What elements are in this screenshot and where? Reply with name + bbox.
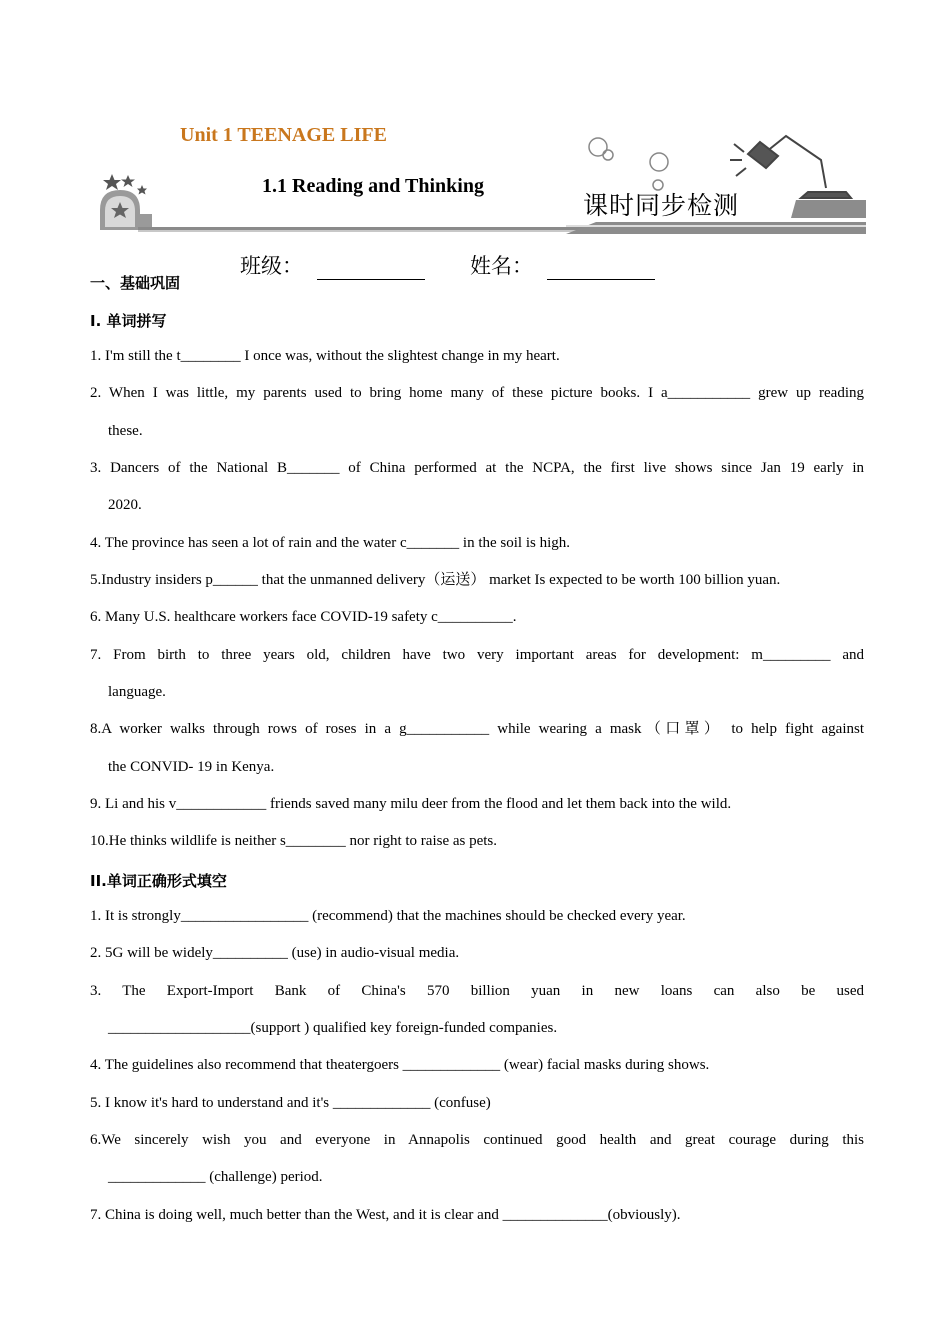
name-field [470,250,655,280]
question-line: ___________________(support ) qualified key foreign-funded companies. [108,1020,558,1036]
question-line: 8.A worker walks through rows of roses in a g___________ while wearing a mask（口罩） to help fight against [90,721,864,737]
part1-title: I. 单词拼写 [90,312,167,330]
desk-lamp-icon [730,136,851,198]
name-label: 姓名： [470,254,533,278]
question-line: language. [108,684,166,700]
class-label: 班级： [240,254,303,278]
question-line: 4. The province has seen a lot of rain and the water c_______ in the soil is high. [90,535,571,551]
question-line: 9. Li and his v____________ friends saved many milu deer from the flood and let them back into the wild. [90,796,732,812]
question-line: 1. It is strongly_________________ (recommend) that the machines should be checked every year. [90,908,686,924]
badge-text: 课时同步检测 [583,191,740,220]
question-line: 6. Many U.S. healthcare workers face COVID-19 safety c__________. [90,609,517,625]
medal-icon [100,190,152,230]
question-line: 2. When I was little, my parents used to bring home many of these picture books. I a___________ grew up reading [90,385,864,401]
question-line: 5.Industry insiders p______ that the unmanned delivery（运送） market Is expected to be worth 100 billion yuan. [90,572,781,588]
lesson-title: 1.1 Reading and Thinking [262,175,484,197]
question-line: 10.He thinks wildlife is neither s________ nor right to raise as pets. [90,833,498,849]
question-line: 3. Dancers of the National B_______ of China performed at the NCPA, the first live shows since Jan 19 early in [90,460,864,476]
question-line: 6.We sincerely wish you and everyone in Annapolis continued good health and great courage during this [90,1132,864,1148]
class-field [240,250,425,280]
name-blank[interactable] [547,261,655,280]
part2-title: II.单词正确形式填空 [90,872,227,890]
question-line: 2020. [108,497,142,513]
question-line: 4. The guidelines also recommend that theatergoers _____________ (wear) facial masks during shows. [90,1057,710,1073]
unit-title: Unit 1 TEENAGE LIFE [180,124,387,146]
question-line: the CONVID- 19 in Kenya. [108,759,275,775]
question-line: _____________ (challenge) period. [108,1169,323,1185]
question-line: 2. 5G will be widely__________ (use) in audio-visual media. [90,945,460,961]
question-line: 7. China is doing well, much better than the West, and it is clear and ______________(obviously). [90,1207,681,1223]
question-line: these. [108,423,143,439]
section-title: 一、基础巩固 [90,274,181,292]
question-line: 7. From birth to three years old, children have two very important areas for development: m_________ and [90,647,864,663]
class-blank[interactable] [317,261,425,280]
question-line: 3. The Export-Import Bank of China's 570 billion yuan in new loans can also be used [90,983,864,999]
question-line: 5. I know it's hard to understand and it's _____________ (confuse) [90,1095,491,1111]
question-line: 1. I'm still the t________ I once was, without the slightest change in my heart. [90,348,560,364]
